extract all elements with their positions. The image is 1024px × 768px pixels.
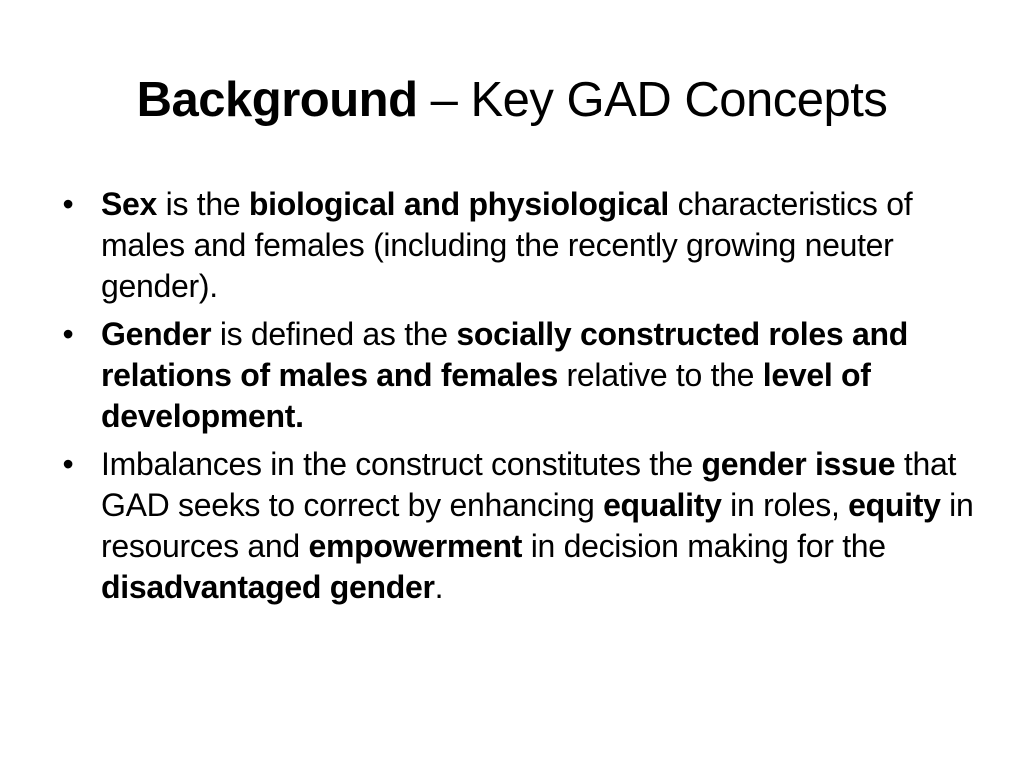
text-span: is defined as the [211,316,457,352]
emphasis-disadvantaged-gender: disadvantaged gender [101,569,435,605]
term-gender: Gender [101,316,212,352]
bullet-dot-icon: • [62,186,74,222]
emphasis-empowerment: empowerment [308,528,523,564]
bullet-dot-icon: • [62,446,74,482]
title-bold-part: Background [136,73,418,127]
bullet-item-sex [56,184,976,307]
text-span: in resources and [101,487,974,564]
slide-title [0,68,1024,132]
title-rest-part: – Key GAD Concepts [417,73,888,127]
text-span: that GAD seeks to correct by enhancing [101,446,957,523]
text-span: characteristics of males and females (including the recently growing neuter gender). [101,186,913,304]
bullet-list [56,184,976,615]
emphasis-equality: equality [603,487,722,523]
text-span: is the [157,186,249,222]
bullet-dot-icon: • [62,316,74,352]
bullet-item-imbalances [56,444,976,608]
emphasis-level-of-development: level of development. [101,357,871,434]
emphasis-equity: equity [848,487,941,523]
bullet-text [101,446,973,605]
emphasis-socially-constructed: socially constructed roles and relations of males and females [101,316,908,393]
text-span: in decision making for the [522,528,886,564]
bullet-text [101,316,908,434]
text-span: relative to the [557,357,763,393]
bullet-item-gender [56,314,976,437]
emphasis-biological: biological and physiological [248,186,670,222]
bullet-text [101,186,912,304]
term-sex: Sex [101,186,158,222]
emphasis-gender-issue: gender issue [701,446,896,482]
text-span: . [434,569,444,605]
text-span: Imbalances in the construct constitutes the [101,446,702,482]
text-span: in roles, [721,487,849,523]
